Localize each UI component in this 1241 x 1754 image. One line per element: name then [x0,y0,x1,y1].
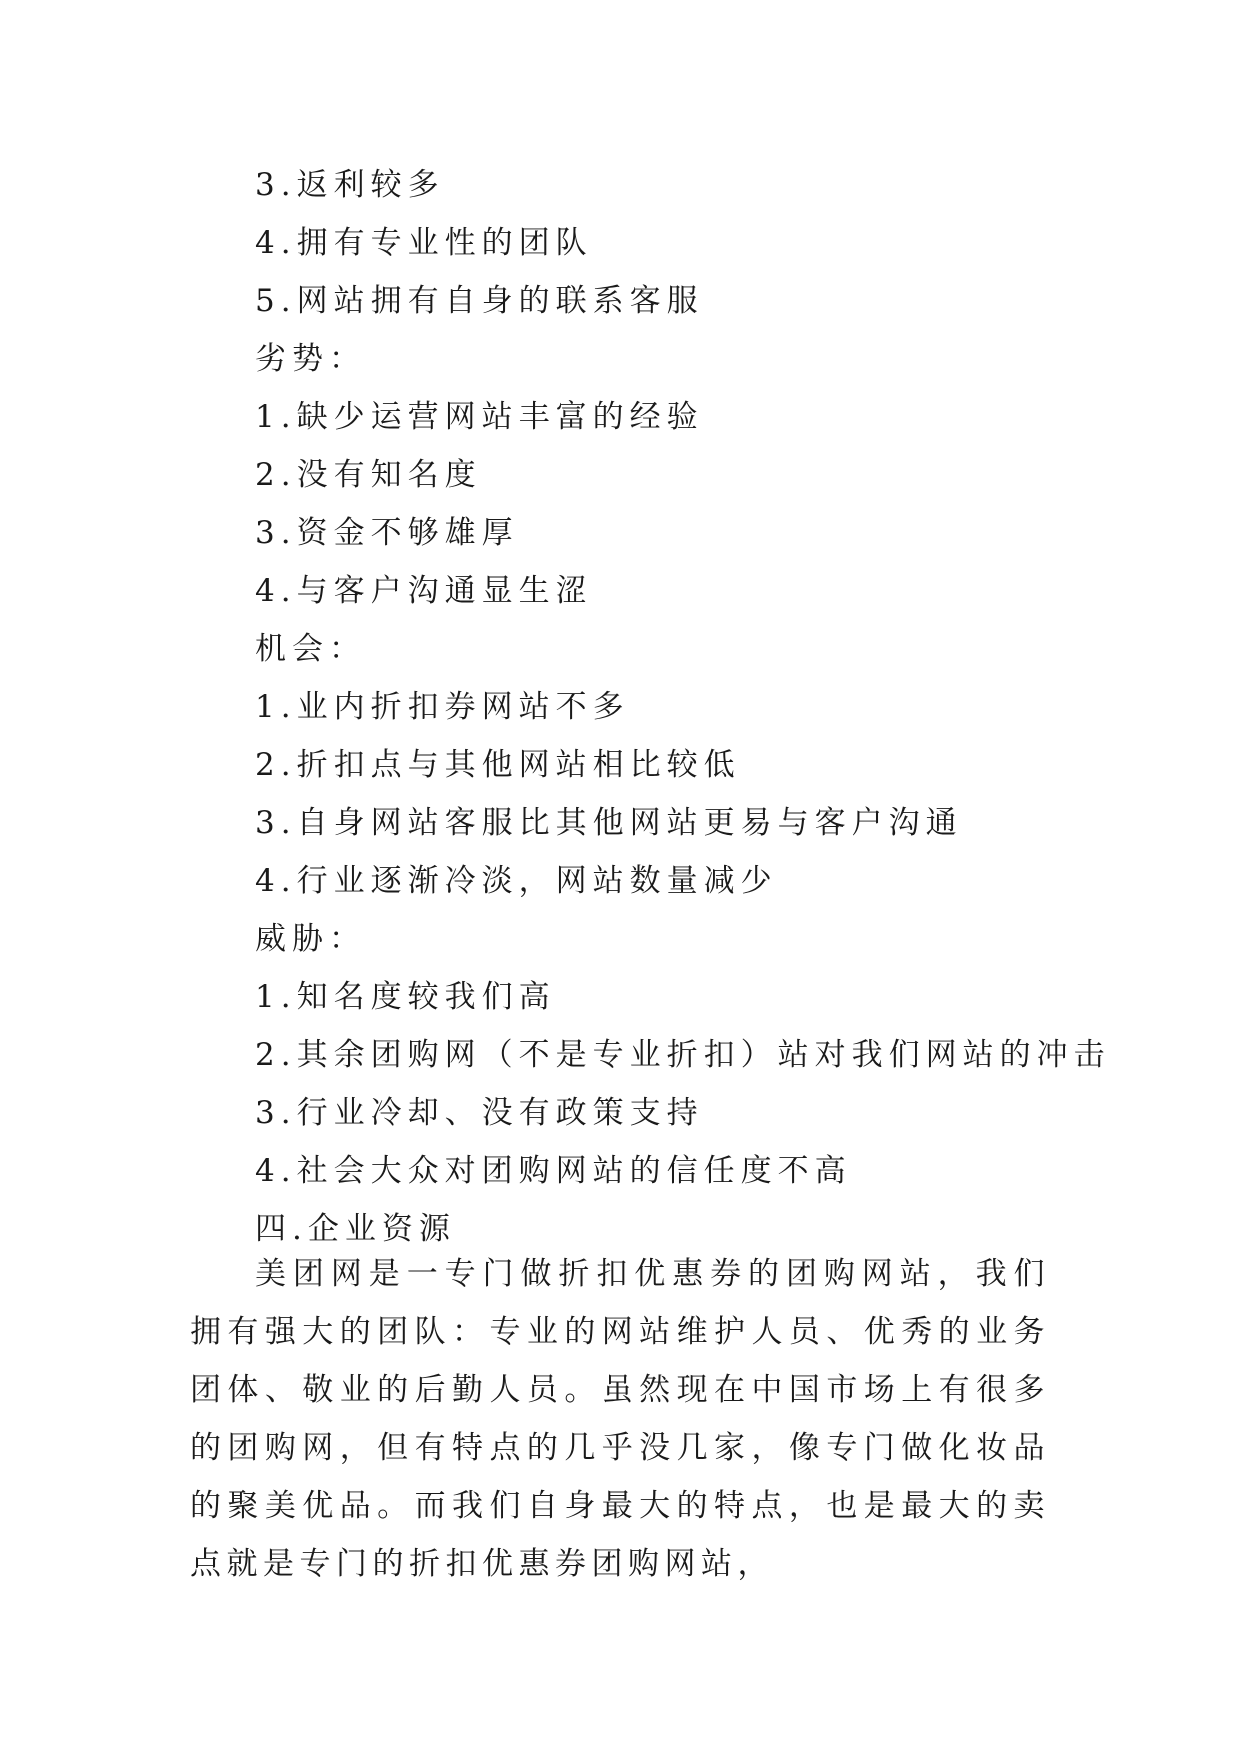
list-item: 3.资金不够雄厚 [255,515,519,551]
body-paragraph: 美团网是一专门做折扣优惠券的团购网站，我们拥有强大的团队：专业的网站维护人员、优秀的业务团体、敬业的后勤人员。虽然现在中国市场上有很多的团购网，但有特点的几乎没几家，像专门做化妆品的聚美优品。而我们自身最大的特点，也是最大的卖点就是专门的折扣优惠券团购网站， [190,1256,1050,1582]
list-item: 2.其余团购网（不是专业折扣）站对我们网站的冲击 [255,1037,1111,1073]
list-item: 3.行业冷却、没有政策支持 [255,1095,704,1131]
list-item: 1.业内折扣券网站不多 [255,689,630,725]
list-item: 4.行业逐渐冷淡，网站数量减少 [255,863,778,899]
section-heading: 威胁： [255,921,366,957]
section-heading: 四.企业资源 [255,1211,456,1247]
list-item: 3.返利较多 [255,167,445,203]
list-item: 4.拥有专业性的团队 [255,225,593,261]
list-item: 3.自身网站客服比其他网站更易与客户沟通 [255,805,963,841]
list-item: 5.网站拥有自身的联系客服 [255,283,704,319]
list-item: 4.与客户沟通显生涩 [255,573,593,609]
list-item: 2.折扣点与其他网站相比较低 [255,747,741,783]
list-item: 4.社会大众对团购网站的信任度不高 [255,1153,852,1189]
list-item: 1.缺少运营网站丰富的经验 [255,399,704,435]
list-item: 2.没有知名度 [255,457,482,493]
section-heading: 机会： [255,631,366,667]
list-item: 1.知名度较我们高 [255,979,556,1015]
section-heading: 劣势： [255,341,366,377]
